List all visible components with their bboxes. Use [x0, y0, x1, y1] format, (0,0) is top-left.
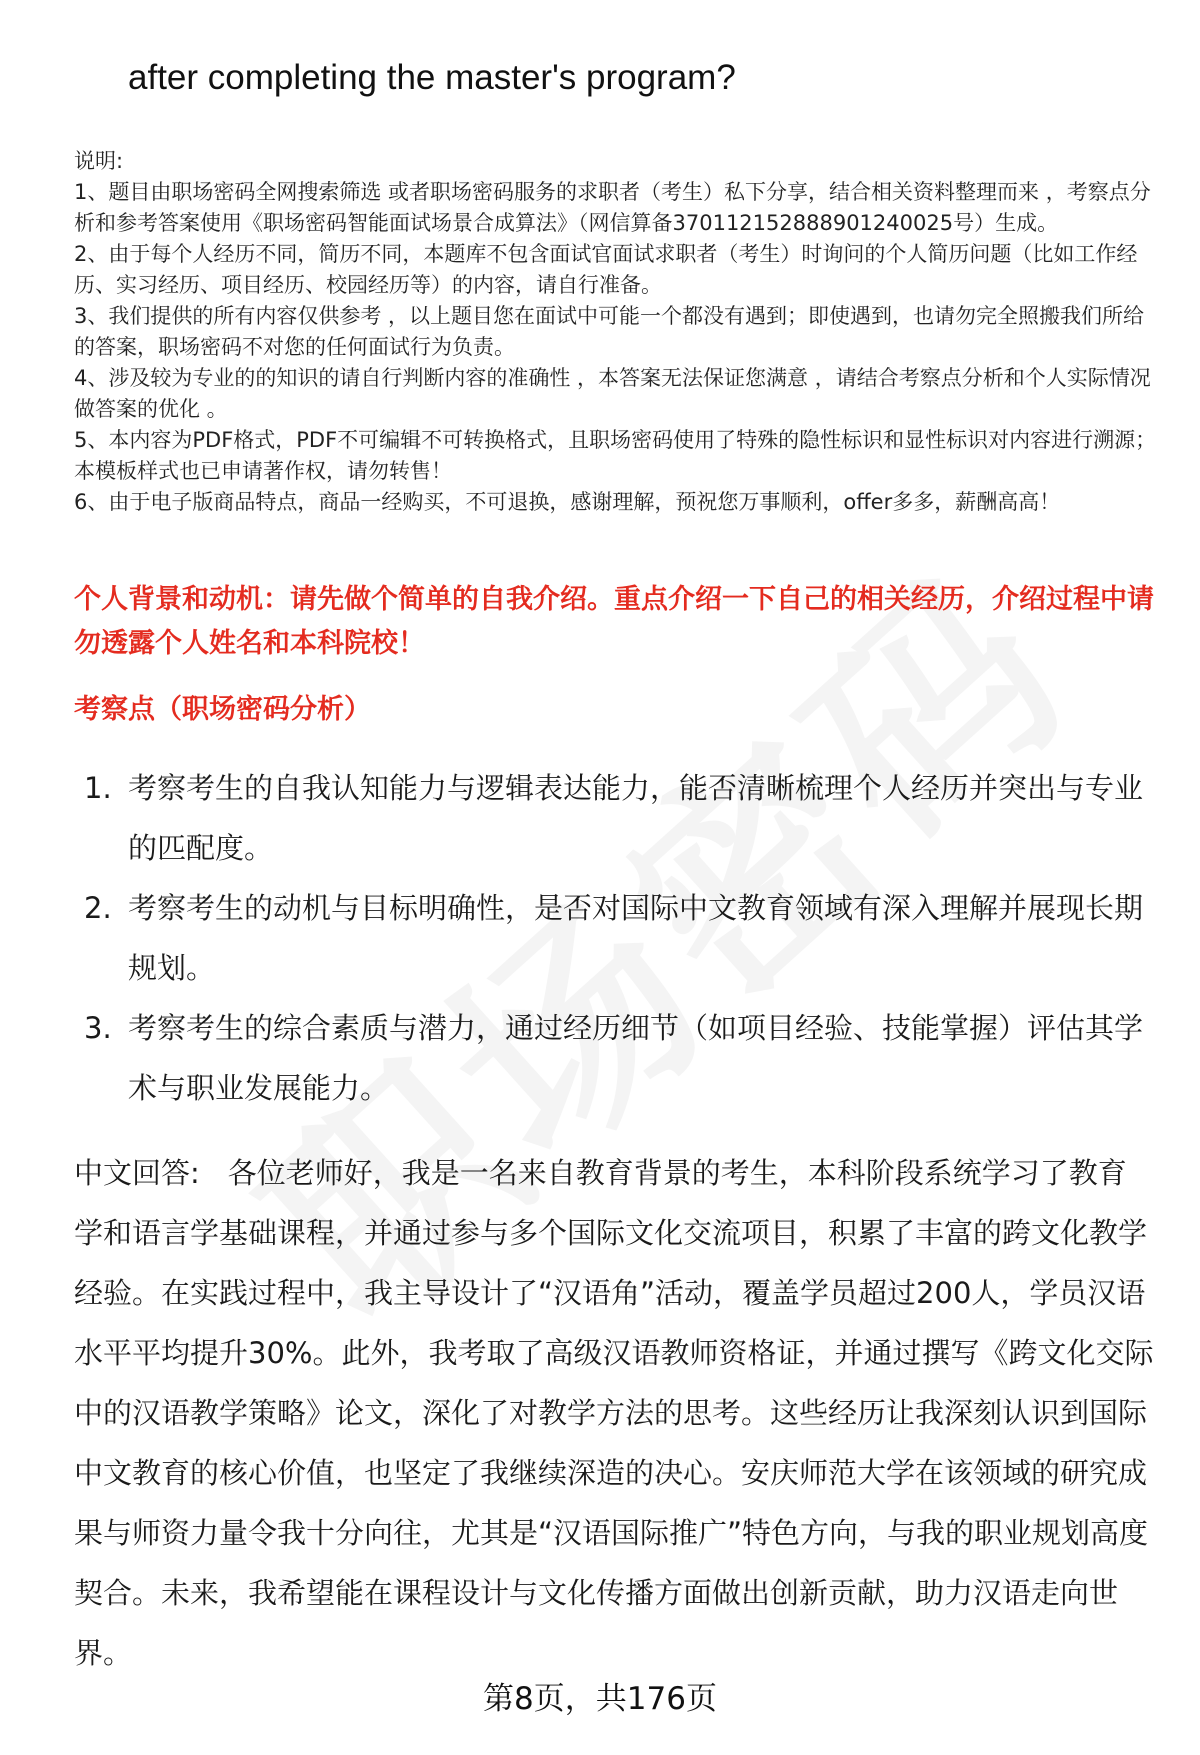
notes-item: 2、由于每个人经历不同，简历不同，本题库不包含面试官面试求职者（考生）时询问的个人简历问题（比如工作经历、实习经历、项目经历、校园经历等）的内容，请自行准备。 — [74, 242, 1138, 297]
list-item-number: 1. — [84, 771, 112, 805]
list-item-number: 3. — [84, 1011, 112, 1045]
notes-item: 4、涉及较为专业的的知识的请自行判断内容的准确性 ，本答案无法保证您满意 ，请结合考察点分析和个人实际情况做答案的优化 。 — [74, 366, 1151, 421]
list-item — [74, 998, 1154, 1118]
list-item-text: 考察考生的综合素质与潜力，通过经历细节（如项目经验、技能掌握）评估其学术与职业发展能力。 — [128, 1011, 1144, 1105]
notes-item: 5、本内容为PDF格式，PDF不可编辑不可转换格式，且职场密码使用了特殊的隐性标识和显性标识对内容进行溯源；本模板样式也已申请著作权，请勿转售！ — [74, 428, 1157, 483]
page-number: 第8页，共176页 — [483, 1681, 717, 1717]
answer-paragraph — [74, 1143, 1154, 1683]
list-item-number: 2. — [84, 891, 112, 925]
exam-points-list — [74, 758, 1154, 1118]
list-item-text: 考察考生的自我认知能力与逻辑表达能力，能否清晰梳理个人经历并突出与专业的匹配度。 — [128, 771, 1144, 865]
list-item-text: 考察考生的动机与目标明确性，是否对国际中文教育领域有深入理解并展现长期规划。 — [128, 891, 1144, 985]
background-question: 个人背景和动机：请先做个简单的自我介绍。重点介绍一下自己的相关经历，介绍过程中请勿透露个人姓名和本科院校！ — [74, 584, 1154, 659]
notes-item: 6、由于电子版商品特点，商品一经购买，不可退换，感谢理解，预祝您万事顺利，offer多多，薪酬高高！ — [74, 490, 1061, 514]
notes-heading: 说明: — [74, 149, 124, 173]
answer-label: 中文回答: — [74, 1156, 200, 1190]
notes-item: 3、我们提供的所有内容仅供参考 ，以上题目您在面试中可能一个都没有遇到；即使遇到，也请勿完全照搬我们所给的答案，职场密码不对您的任何面试行为负责。 — [74, 304, 1145, 359]
notes-item: 1、题目由职场密码全网搜索筛选 或者职场密码服务的求职者（考生）私下分享，结合相关资料整理而来 ，考察点分析和参考答案使用《职场密码智能面试场景合成算法》（网信算备370112152888901240025号）生成。 — [74, 180, 1151, 235]
exam-points-title: 考察点（职场密码分析） — [74, 694, 371, 725]
answer-text: 各位老师好，我是一名来自教育背景的考生，本科阶段系统学习了教育学和语言学基础课程，并通过参与多个国际文化交流项目，积累了丰富的跨文化教学经验。在实践过程中，我主导设计了“汉语角”活动，覆盖学员超过200人，学员汉语水平平均提升30%。此外，我考取了高级汉语教师资格证，并通过撰写《跨文化交际中的汉语教学策略》论文，深化了对教学方法的思考。这些经历让我深刻认识到国际中文教育的核心价值，也坚定了我继续深造的决心。安庆师范大学在该领域的研究成果与师资力量令我十分向往，尤其是“汉语国际推广”特色方向，与我的职业规划高度契合。未来，我希望能在课程设计与文化传播方面做出创新贡献，助力汉语走向世界。 — [74, 1156, 1154, 1670]
notes-block — [74, 146, 1164, 518]
list-item — [74, 878, 1154, 998]
question-tail: after completing the master's program? — [128, 58, 736, 97]
list-item — [74, 758, 1154, 878]
